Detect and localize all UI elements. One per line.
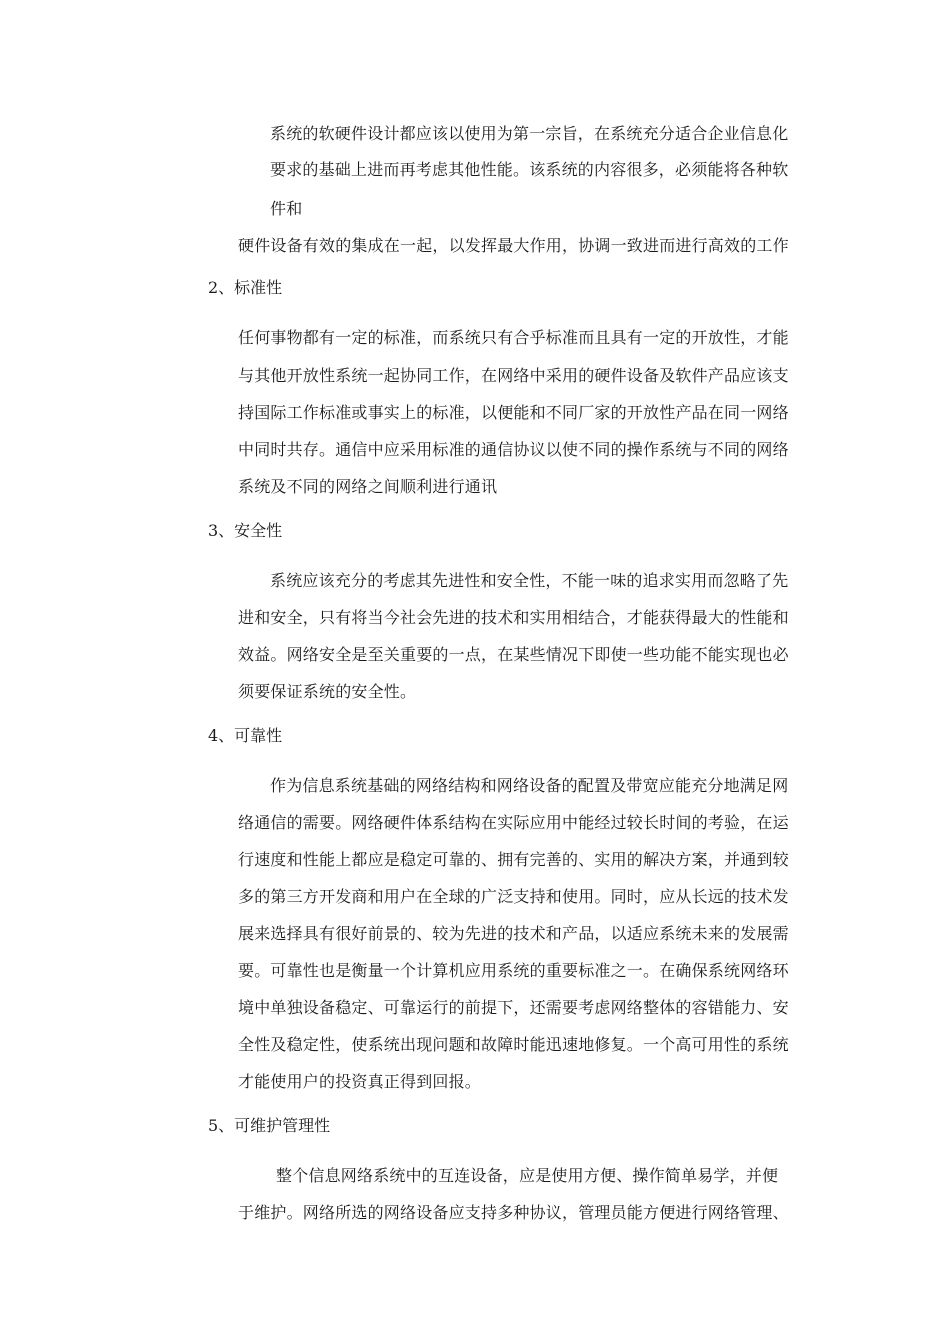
text-line: 行速度和性能上都应是稳定可靠的、拥有完善的、实用的解决方案，并通到较 [238,850,789,869]
text-line: 展来选择具有很好前景的、较为先进的技术和产品，以适应系统未来的发展需 [238,924,789,943]
section-heading: 2、标准性 [208,278,283,297]
text-line: 境中单独设备稳定、可靠运行的前提下，还需要考虑网络整体的容错能力、安 [238,998,789,1017]
text-line: 中同时共存。通信中应采用标准的通信协议以使不同的操作系统与不同的网络 [238,440,789,459]
text-line: 进和安全，只有将当今社会先进的技术和实用相结合，才能获得最大的性能和 [238,608,789,627]
text-line: 系统的软硬件设计都应该以使用为第一宗旨，在系统充分适合企业信息化 [270,124,789,143]
text-line: 须要保证系统的安全性。 [238,682,417,701]
section-heading: 5、可维护管理性 [208,1116,331,1135]
text-line: 硬件设备有效的集成在一起，以发挥最大作用，协调一致进而进行高效的工作 [238,236,789,255]
section-heading: 3、安全性 [208,521,283,540]
text-line: 与其他开放性系统一起协同工作，在网络中采用的硬件设备及软件产品应该支 [238,366,789,385]
text-line: 件和 [270,199,303,218]
text-line: 持国际工作标准或事实上的标准，以便能和不同厂家的开放性产品在同一网络 [238,403,789,422]
text-line: 多的第三方开发商和用户在全球的广泛支持和使用。同时，应从长远的技术发 [238,887,789,906]
text-line: 系统及不同的网络之间顺利进行通讯 [238,477,498,496]
text-line: 要求的基础上进而再考虑其他性能。该系统的内容很多，必须能将各种软 [270,160,789,179]
text-line: 任何事物都有一定的标准，而系统只有合乎标准而且具有一定的开放性，才能 [238,328,789,347]
text-line: 才能使用户的投资真正得到回报。 [238,1072,482,1091]
text-line: 要。可靠性也是衡量一个计算机应用系统的重要标准之一。在确保系统网络环 [238,961,789,980]
text-line: 系统应该充分的考虑其先进性和安全性，不能一味的追求实用而忽略了先 [270,571,789,590]
text-line: 效益。网络安全是至关重要的一点，在某些情况下即使一些功能不能实现也必 [238,645,789,664]
section-heading: 4、可靠性 [208,726,283,745]
text-line: 作为信息系统基础的网络结构和网络设备的配置及带宽应能充分地满足网 [270,776,789,795]
text-line: 全性及稳定性，使系统出现问题和故障时能迅速地修复。一个高可用性的系统 [238,1035,789,1054]
text-line: 整个信息网络系统中的互连设备，应是使用方便、操作简单易学，并便 [276,1166,779,1185]
text-line: 于维护。网络所选的网络设备应支持多种协议，管理员能方便进行网络管理、 [238,1203,789,1222]
text-line: 络通信的需要。网络硬件体系结构在实际应用中能经过较长时间的考验，在运 [238,813,789,832]
